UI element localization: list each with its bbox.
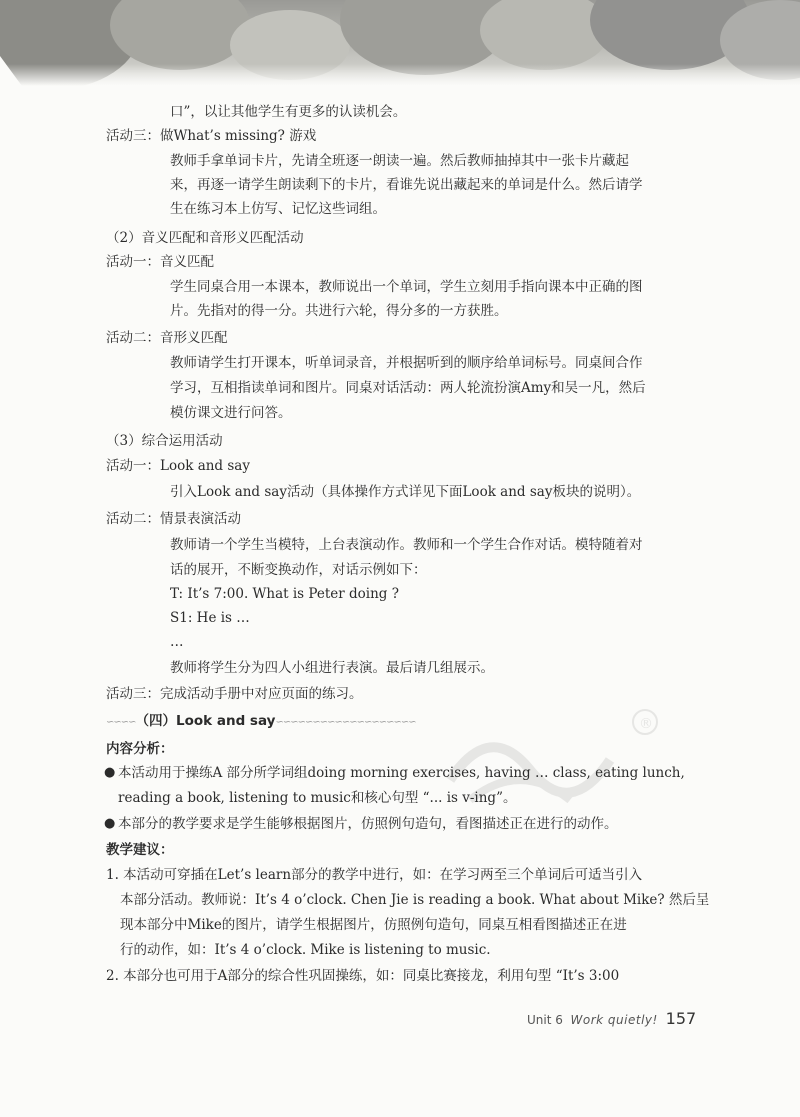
bullet-icon: ● xyxy=(104,765,116,780)
text-line: 学生同桌合用一本课本，教师说出一个单词，学生立刻用手指向课本中正确的图 xyxy=(170,279,643,295)
text-line: 2. 本部分也可用于A部分的综合性巩固操练，如：同桌比赛接龙，利用句型 “It’s 3:00 xyxy=(106,968,620,984)
text-line: 1. 本活动可穿插在Let’s learn部分的教学中进行，如：在学习两至三个单词后可适当引入 xyxy=(106,867,643,883)
text-line: reading a book, listening to music和核心句型 “... is v-ing”。 xyxy=(118,790,517,806)
subsection-heading: （2）音义匹配和音形义匹配活动 xyxy=(106,230,304,246)
text-line: 行的动作，如：It’s 4 o’clock. Mike is listening to music. xyxy=(120,942,491,958)
content-analysis-heading: 内容分析： xyxy=(106,741,174,757)
text-line: 学习，互相指读单词和图片。同桌对话活动：两人轮流扮演Amy和吴一凡，然后 xyxy=(170,380,646,396)
dialogue-line: … xyxy=(170,634,184,650)
text-line: 引入Look and say活动（具体操作方式详见下面Look and say板块的说明）。 xyxy=(170,484,641,500)
activity-heading: 活动一：Look and say xyxy=(106,458,250,474)
section-four-title: （四）Look and say xyxy=(135,713,276,729)
text-line: 话的展开，不断变换动作，对话示例如下： xyxy=(170,562,427,578)
banner-corner-notch xyxy=(0,56,22,86)
page-number: 157 xyxy=(665,1009,697,1028)
text-line: 模仿课文进行问答。 xyxy=(170,405,292,421)
activity-heading: 活动一：音义匹配 xyxy=(106,254,214,270)
teaching-suggestions-heading: 教学建议： xyxy=(106,842,174,858)
section-four-heading xyxy=(106,712,416,732)
text-line: 片。先指对的得一分。共进行六轮，得分多的一方获胜。 xyxy=(170,303,508,319)
dialogue-line: S1: He is … xyxy=(170,610,250,626)
text-line: 教师手拿单词卡片，先请全班逐一朗读一遍。然后教师抽掉其中一张卡片藏起 xyxy=(170,153,629,169)
text-line: 教师请学生打开课本，听单词录音，并根据听到的顺序给单词标号。同桌间合作 xyxy=(170,355,643,371)
text-line: 教师请一个学生当模特，上台表演动作。教师和一个学生合作对话。模特随着对 xyxy=(170,537,643,553)
registered-mark: ® xyxy=(639,716,653,732)
text-line: 本部分的教学要求是学生能够根据图片，仿照例句造句，看图描述正在进行的动作。 xyxy=(118,816,618,832)
page-footer xyxy=(527,1009,696,1028)
text-line: 本活动用于操练A 部分所学词组doing morning exercises, having … class, eating lunch, xyxy=(118,765,685,781)
text-line: 教师将学生分为四人小组进行表演。最后请几组展示。 xyxy=(170,660,494,676)
activity-heading: 活动三：完成活动手册中对应页面的练习。 xyxy=(106,686,363,702)
activity-heading: 活动二：情景表演活动 xyxy=(106,511,241,527)
footer-unit: Unit 6 xyxy=(527,1013,563,1027)
subsection-heading: （3）综合运用活动 xyxy=(106,433,223,449)
decorative-wave-left: ∽∽∽∽ xyxy=(106,717,136,728)
footer-unit-title: Work quietly! xyxy=(570,1013,658,1027)
text-line: 来，再逐一请学生朗读剩下的卡片，看谁先说出藏起来的单词是什么。然后请学 xyxy=(170,177,643,193)
bullet-icon: ● xyxy=(104,816,116,831)
text-line: 口”，以让其他学生有更多的认读机会。 xyxy=(170,104,407,120)
text-line: 现本部分中Mike的图片，请学生根据图片，仿照例句造句，同桌互相看图描述正在进 xyxy=(120,917,627,933)
decorative-wave-right: ∽∽∽∽∽∽∽∽∽∽∽∽∽∽∽∽∽∽∽ xyxy=(275,717,416,728)
text-line: 本部分活动。教师说：It’s 4 o’clock. Chen Jie is reading a book. What about Mike? 然后呈 xyxy=(120,892,710,908)
text-line: 生在练习本上仿写、记忆这些词组。 xyxy=(170,201,386,217)
dialogue-line: T: It’s 7:00. What is Peter doing ? xyxy=(170,586,399,602)
activity-heading: 活动三：做What’s missing? 游戏 xyxy=(106,128,317,144)
header-banner-image xyxy=(0,0,800,86)
activity-heading: 活动二：音形义匹配 xyxy=(106,330,228,346)
